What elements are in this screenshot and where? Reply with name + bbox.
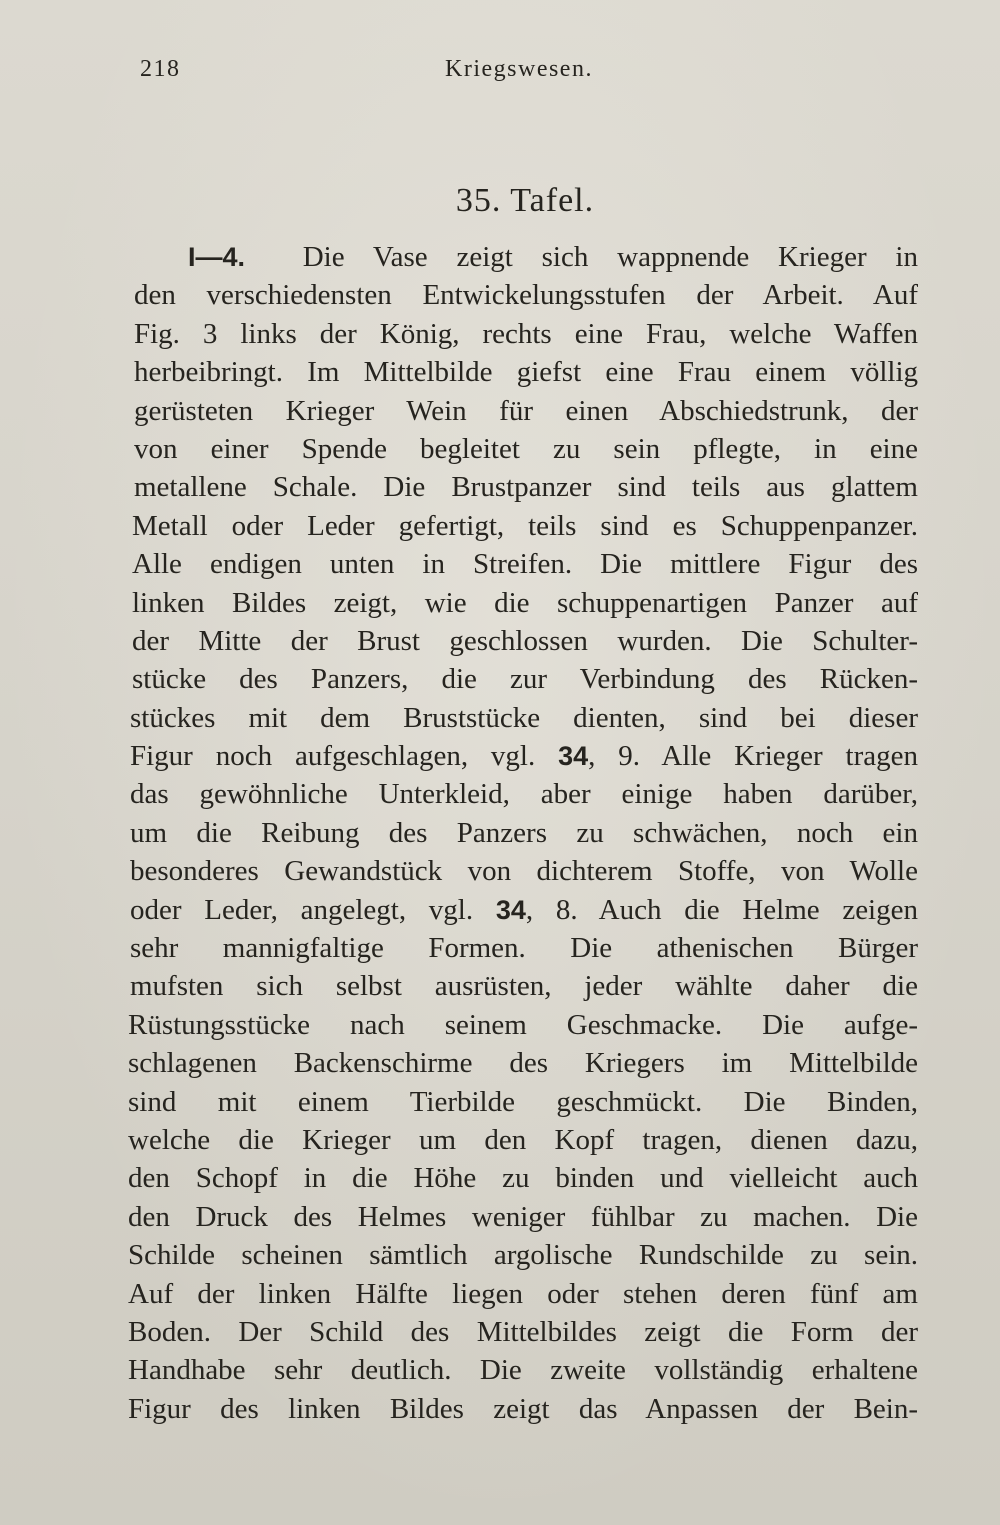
running-title: Kriegswesen. bbox=[445, 56, 593, 82]
text-line: herbeibringt. Im Mittelbilde giefst eine Frau einem völlig bbox=[134, 356, 918, 389]
text-line: besonderes Gewandstück von dichterem Stoffe, von Wolle bbox=[130, 855, 918, 888]
text-line: Rüstungsstücke nach seinem Geschmacke. Die aufge- bbox=[128, 1008, 918, 1041]
text-line: den verschiedensten Entwickelungsstufen der Arbeit. Auf bbox=[134, 279, 918, 312]
text-line: Boden. Der Schild des Mittelbildes zeigt die Form der bbox=[128, 1315, 918, 1348]
text-line: den Schopf in die Höhe zu binden und vielleicht auch bbox=[128, 1162, 918, 1195]
text-line: metallene Schale. Die Brustpanzer sind teils aus glattem bbox=[134, 471, 918, 504]
text-line: Handhabe sehr deutlich. Die zweite vollständig erhaltene bbox=[128, 1354, 918, 1387]
text-line: Figur des linken Bildes zeigt das Anpassen der Bein- bbox=[128, 1392, 918, 1425]
text-line: stückes mit dem Bruststücke dienten, sind bei dieser bbox=[130, 701, 918, 734]
text-line-content: , 9. Alle Krieger tragen bbox=[588, 740, 918, 773]
page-number: 218 bbox=[140, 56, 181, 82]
text-line: das gewöhnliche Unterkleid, aber einige haben darüber, bbox=[130, 778, 918, 811]
text-line bbox=[124, 238, 918, 276]
figure-range: I—4. bbox=[188, 242, 246, 272]
text-line: den Druck des Helmes weniger fühlbar zu machen. Die bbox=[128, 1200, 918, 1233]
text-line: sind mit einem Tierbilde geschmückt. Die Binden, bbox=[128, 1085, 918, 1118]
text-line: linken Bildes zeigt, wie die schuppenartigen Panzer auf bbox=[132, 586, 918, 619]
text-line: Metall oder Leder gefertigt, teils sind es Schuppenpanzer. bbox=[132, 509, 918, 542]
plate-heading: 35. Tafel. bbox=[455, 182, 595, 219]
text-line: Auf der linken Hälfte liegen oder stehen deren fünf am bbox=[128, 1277, 918, 1310]
running-head bbox=[140, 56, 800, 90]
plate-reference: 34 bbox=[558, 741, 589, 772]
text-line: schlagenen Backenschirme des Kriegers im Mittelbilde bbox=[128, 1047, 918, 1080]
text-line: Fig. 3 links der König, rechts eine Frau, welche Waffen bbox=[134, 317, 918, 350]
text-line: um die Reibung des Panzers zu schwächen, noch ein bbox=[130, 816, 918, 849]
text-line: sehr mannigfaltige Formen. Die athenischen Bürger bbox=[130, 932, 918, 965]
text-line bbox=[124, 891, 918, 929]
text-line-content: Die Vase zeigt sich wappnende Krieger in bbox=[302, 241, 918, 273]
text-line-content: , 8. Auch die Helme zeigen bbox=[525, 893, 918, 926]
text-line: welche die Krieger um den Kopf tragen, dienen dazu, bbox=[128, 1123, 918, 1156]
text-line: Schilde scheinen sämtlich argolische Rundschilde zu sein. bbox=[128, 1239, 918, 1272]
text-line: stücke des Panzers, die zur Verbindung des Rücken- bbox=[132, 663, 918, 696]
text-line: mufsten sich selbst ausrüsten, jeder wählte daher die bbox=[130, 970, 918, 1003]
text-line: Alle endigen unten in Streifen. Die mittlere Figur des bbox=[132, 548, 918, 581]
text-line: von einer Spende begleitet zu sein pflegte, in eine bbox=[134, 432, 918, 465]
text-line-content: oder Leder, angelegt, vgl. bbox=[130, 893, 474, 926]
text-line: der Mitte der Brust geschlossen wurden. Die Schulter- bbox=[132, 624, 918, 657]
plate-reference: 34 bbox=[495, 894, 526, 925]
text-line: gerüsteten Krieger Wein für einen Abschiedstrunk, der bbox=[134, 394, 918, 427]
text-line-content: Figur noch aufgeschlagen, vgl. bbox=[130, 740, 536, 773]
body-paragraph bbox=[124, 238, 918, 1428]
text-line bbox=[124, 737, 918, 775]
